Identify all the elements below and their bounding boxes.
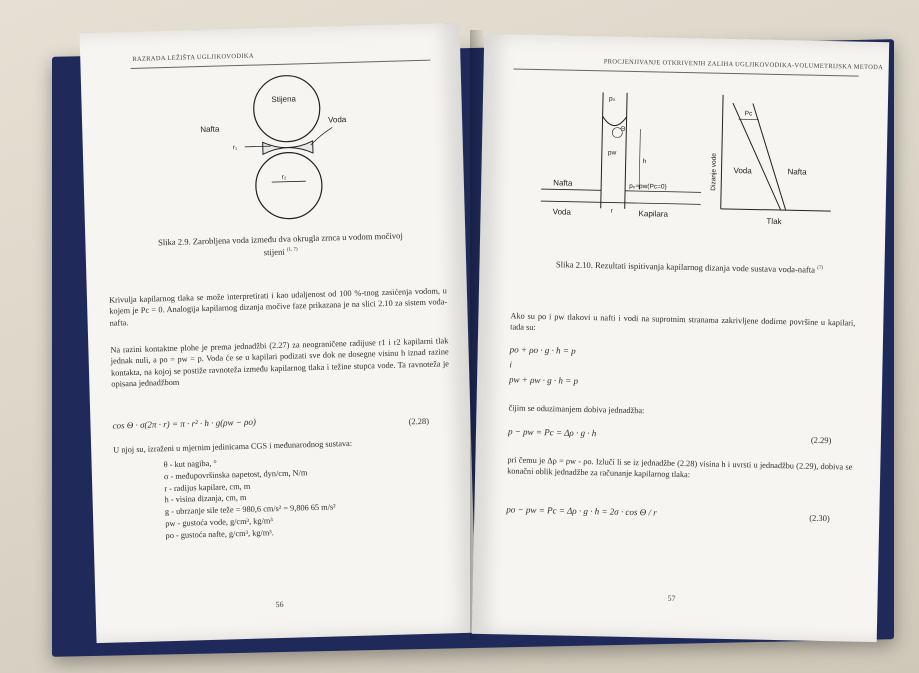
variable-h: h - visina dizanja, cm, m — [164, 493, 247, 505]
variables-list — [163, 451, 455, 542]
equation-i: i — [509, 359, 513, 370]
label-voda-graph: Voda — [733, 166, 752, 176]
page-number-left: 56 — [275, 599, 284, 610]
variable-sigma: σ - međupovršinska napetost, dyn/cm, N/m — [163, 468, 308, 482]
variable-rho-w: ρw - gustoća vode, g/cm³, kg/m³ — [165, 516, 273, 529]
label-pw: pw — [607, 149, 617, 157]
label-contact: pₒ=pw(Pc=0) — [629, 182, 667, 191]
paragraph-1: Ako su po i pw tlakovi u nafti i vodi na suprotnim stranama zakrivljene dodirne površine u kapilari, tada su: — [510, 311, 856, 333]
caption-line1: Slika 2.9. Zarobljena voda između dva okrugla zrnca u vodom močivoj — [157, 230, 403, 248]
paragraph-1: Krivulja kapilarnog tlaka se može interpretirati i kao udaljenost od 100 %-tnog zasićenja vodom, u kojem je Pc = 0. Analogija kapilarnog dizanja močive faze prikazana je na slici 2.10 za sistem voda-nafta. — [108, 286, 448, 328]
figure-2-9 — [191, 71, 385, 226]
equation-2-29: p − pw = Pc = Δρ · g · h — [507, 426, 597, 439]
graph-y-axis — [721, 95, 723, 209]
label-r1: r₁ — [232, 144, 238, 152]
caption-text: Slika 2.10. Rezultati ispitivanja kapilarnog dizanja vode sustava voda-nafta — [555, 259, 816, 275]
caption-line2: stijeni — [263, 246, 285, 258]
equation-2-28: cos Θ · σ(2π · r) = π · r² · h · g(ρw − ρo) — [112, 416, 257, 431]
caption-ref: (1, 7) — [286, 247, 298, 253]
label-stijena: Stijena — [271, 94, 297, 105]
page-number-right: 57 — [667, 593, 676, 603]
grain-bottom — [255, 152, 323, 220]
equation-b: pw + ρw · g · h = p — [508, 374, 579, 386]
water-line — [731, 103, 783, 210]
label-dizanje-vode: Dizanje vode — [710, 153, 718, 191]
label-voda: Voda — [327, 115, 347, 125]
equation-number-2-30: (2.30) — [809, 512, 830, 524]
figure-caption — [519, 257, 859, 277]
label-nafta: Nafta — [200, 124, 220, 135]
figure-caption — [115, 229, 446, 262]
meniscus — [602, 116, 626, 126]
contact-line-left — [541, 189, 601, 190]
paragraph-2: Na razini kontaktne plohe je prema jednadžbi (2.27) za neograničene radijuse r1 i r2 kapilarni tlak jednak nuli, a po = pw = p. Voda će se u kapilari podizati sve dok ne dosegne visinu h iznad razine kontakta, na kojoj se postiže ravnoteža između kapilarnog tlaka i težine stupca vode. Ta ravnoteža je opisana jednadžbom — [110, 336, 450, 389]
equation-2-30: po − pw = Pc = Δρ · g · h = 2σ · cos Θ / r — [506, 504, 657, 518]
voda-pointer — [310, 127, 332, 145]
label-r: r — [610, 207, 613, 215]
caption-ref: (7) — [817, 265, 824, 271]
label-nafta-graph: Nafta — [787, 167, 807, 177]
variable-g: g - ubrzanje sile teže = 980,6 cm/s² = 9,806 65 m/s² — [164, 502, 336, 517]
base-line — [541, 201, 701, 204]
r2-line — [272, 181, 306, 182]
equation-number-2-28: (2.28) — [408, 415, 430, 427]
variable-theta: θ - kut nagiba, ° — [163, 458, 217, 470]
label-theta: Θ — [620, 125, 626, 133]
header-rule — [514, 68, 859, 76]
running-header: PROCJENJIVANJE OTKRIVENIH ZALIHA UGLJIKOVODIKA-VOLUMETRIJSKA METODA — [603, 58, 884, 72]
variable-rho-o: ρo - gustoća nafte, g/cm³, kg/m³. — [165, 527, 274, 540]
label-pc: Pc — [744, 110, 753, 118]
equation-a: po + ρo · g · h = p — [509, 344, 576, 356]
label-po: pₒ — [608, 95, 616, 103]
h-dimension — [639, 129, 640, 189]
graph-x-axis — [721, 209, 831, 211]
figure-2-10 — [520, 87, 843, 244]
left-page — [80, 23, 477, 643]
label-tlak: Tlak — [766, 216, 782, 227]
variable-r: r - radijus kapilare, cm, m — [164, 481, 251, 493]
equation-number-2-29: (2.29) — [810, 434, 832, 446]
capillary-wall-right — [625, 93, 627, 209]
right-page — [472, 34, 889, 642]
label-kapilara: Kapilara — [638, 209, 669, 219]
label-nafta: Nafta — [553, 178, 573, 188]
paragraph-3: pri čemu je Δρ = ρw - ρo. Izlučí li se iz jednadžbe (2.28) visina h i uvrsti u jednadžbu (2.29), dobiva se konačni oblik jednadžbe za računanje kapilarnog tlaka: — [507, 455, 853, 480]
capillary-wall-left — [601, 92, 603, 208]
running-header: RAZRADA LEŽIŠTA UGLJIKOVODIKA — [132, 52, 254, 63]
label-r2: r₂ — [281, 173, 287, 181]
label-voda: Voda — [552, 207, 571, 217]
label-h: h — [642, 158, 647, 166]
contact-line-right — [625, 191, 701, 193]
variables-intro: U njoj su, izraženi u mjernim jedinicama CGS i međunarodnog sustava: — [113, 438, 353, 455]
paragraph-2: čijim se oduzimanjem dobiva jednadžba: — [508, 403, 645, 416]
grain-top — [253, 75, 321, 143]
